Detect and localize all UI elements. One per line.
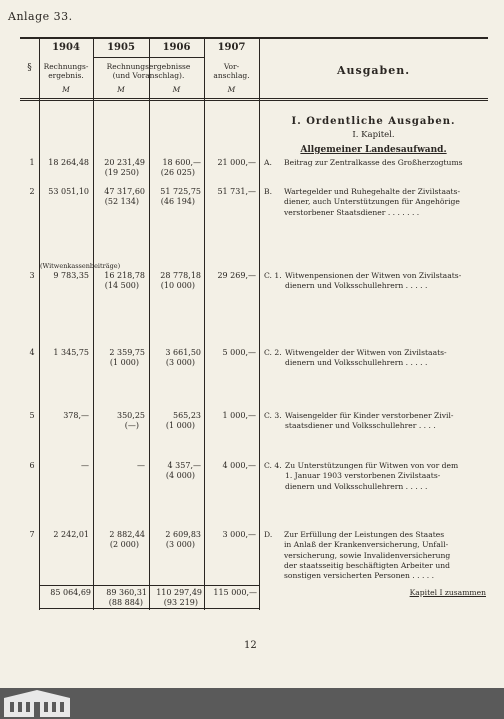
total-1906: 110 297,49 [156, 588, 202, 597]
item-description-line: dienern und Volksschullehrern . . . . . [285, 481, 428, 491]
item-description-line: in Anlaß der Krankenversicherung, Unfall- [284, 540, 449, 550]
value-1905: 20 231,49 [104, 158, 145, 167]
row-number: 1 [29, 158, 35, 167]
row-number: 2 [29, 187, 35, 196]
value-1904: — [81, 461, 89, 470]
header-1906-unit: M [172, 85, 181, 94]
item-code: C. 1. [264, 271, 282, 280]
item-description-line: 1. Januar 1903 verstorbenen Zivilstaats- [285, 471, 441, 481]
col-divider-3 [149, 38, 150, 610]
header-1905-1906-label: Rechnungsergebnisse (und Voranschlag). [106, 62, 191, 80]
value-1904: 2 242,01 [53, 530, 89, 539]
header-1905-unit: M [117, 85, 125, 94]
header-year-underline [93, 57, 204, 58]
item-description-line: Witwengelder der Witwen von Zivilstaats- [285, 348, 447, 357]
value-1905: 2 359,75 [109, 348, 145, 357]
value-1904: 378,— [63, 411, 89, 420]
item-description-line: versicherung, sowie Invalidenversicherung [284, 550, 451, 560]
value-1906-budget: (10 000) [160, 281, 195, 290]
total-1905: 89 360,31 [106, 588, 147, 597]
row-number: 3 [29, 271, 35, 280]
row-number: 5 [29, 411, 35, 420]
row-number: 6 [29, 461, 35, 470]
value-1905-budget: (1 000) [109, 358, 139, 367]
item-code: C. 2. [264, 348, 282, 357]
value-1905-budget: (2 000) [109, 540, 139, 549]
section-header: § [27, 63, 32, 73]
value-1905-budget: (19 250) [104, 168, 139, 177]
building-logo-icon [2, 688, 72, 719]
value-1906: 565,23 [173, 411, 201, 420]
total-1907: 115 000,— [213, 588, 257, 597]
item-description-line: Zu Unterstützungen für Witwen von vor dem [285, 461, 459, 470]
item-description-line: der staatsseitig beschäftigten Arbeiter und [284, 560, 450, 570]
item-description-line: verstorbener Staatsdiener . . . . . . . [284, 207, 420, 217]
value-1906: 18 600,— [162, 158, 201, 167]
item-description-line: Beitrag zur Zentralkasse des Großherzogtums [284, 158, 463, 167]
item-description-line: Wartegelder und Ruhegehalte der Zivilstaats- [284, 187, 461, 196]
item-code: C. 4. [264, 461, 282, 470]
totals-rule-top [39, 585, 259, 586]
value-1906: 4 357,— [167, 461, 201, 470]
annex-label: Anlage 33. [8, 10, 73, 23]
value-1904: 1 345,75 [53, 348, 89, 357]
value-1904: 18 264,48 [48, 158, 89, 167]
value-1906-budget: (3 000) [165, 358, 195, 367]
heading-kapitel: I. Kapitel. [352, 130, 395, 140]
item-description-line: diener, auch Unterstützungen für Angehörige [284, 197, 460, 207]
value-1904: 9 783,35 [53, 271, 89, 280]
value-1905: 47 317,60 [104, 187, 145, 196]
value-1905-budget: (—) [124, 421, 139, 430]
year-1904: 1904 [52, 42, 80, 53]
value-1907: 1 000,— [222, 411, 256, 420]
header-1907-unit: M [227, 85, 236, 94]
value-1907: 5 000,— [222, 348, 256, 357]
ausgaben-title: Ausgaben. [336, 64, 411, 77]
value-1906: 3 661,50 [165, 348, 201, 357]
item-description-line: dienern und Volksschullehrern . . . . . [285, 281, 428, 291]
item-description-line: dienern und Volksschullehrern . . . . . [285, 358, 428, 368]
value-1906-budget: (1 000) [165, 421, 195, 430]
heading-landesaufwand: Allgemeiner Landesaufwand. [300, 145, 447, 155]
value-1907: 51 731,— [217, 187, 256, 196]
value-1905: 2 882,44 [109, 530, 145, 539]
total-1904: 85 064,69 [50, 588, 91, 597]
year-1907: 1907 [217, 42, 246, 53]
table-top-rule [20, 37, 488, 39]
value-1905: 350,25 [117, 411, 145, 420]
value-1907: 3 000,— [222, 530, 256, 539]
page-number: 12 [244, 640, 257, 651]
value-1905: 16 218,78 [104, 271, 145, 280]
value-1906-budget: (3 000) [165, 540, 195, 549]
value-1905: — [137, 461, 145, 470]
item-description-line: Waisengelder für Kinder verstorbener Zivil- [285, 411, 454, 420]
item-code: B. [264, 187, 272, 196]
value-1906: 2 609,83 [165, 530, 201, 539]
year-1906: 1906 [162, 42, 191, 53]
value-1905-budget: (14 500) [104, 281, 139, 290]
header-1904-unit: M [62, 85, 70, 94]
header-bottom-rule [20, 98, 488, 99]
value-1906: 51 725,75 [160, 187, 201, 196]
row-number: 7 [29, 530, 35, 539]
value-1906-budget: (4 000) [165, 471, 195, 480]
total-1905-budget: (88 884) [108, 598, 143, 607]
value-1907: 4 000,— [222, 461, 256, 470]
col-divider-1 [39, 38, 40, 610]
value-1907: 29 269,— [217, 271, 256, 280]
row-number: 4 [29, 348, 35, 357]
totals-label: Kapitel I zusammen [409, 588, 486, 597]
value-1905-budget: (52 134) [104, 197, 139, 206]
totals-rule-bottom [39, 608, 259, 609]
scan-footer-band [0, 688, 504, 719]
item-description-line: staatsdiener und Volksschullehrer . . . . [285, 421, 436, 431]
item-description-line: Zur Erfüllung der Leistungen des Staates [284, 530, 445, 539]
item-description-line: sonstigen versicherten Personen . . . . . [284, 571, 435, 581]
value-1906: 28 778,18 [160, 271, 201, 280]
year-1905: 1905 [107, 42, 135, 53]
value-1906-budget: (46 194) [160, 197, 195, 206]
col-divider-2 [93, 38, 94, 610]
value-1904: 53 051,10 [48, 187, 89, 196]
col-divider-4 [204, 38, 205, 610]
header-1904-label: Rechnungs- ergebnis. [43, 62, 89, 80]
heading-ordentliche: I. Ordentliche Ausgaben. [291, 116, 456, 127]
item-code: C. 3. [264, 411, 282, 420]
row-prefix-note: (Witwenkassenbeiträge) [40, 262, 121, 270]
header-1907-label: Vor- anschlag. [213, 62, 250, 80]
total-1906-budget: (93 219) [163, 598, 198, 607]
value-1907: 21 000,— [217, 158, 256, 167]
header-bottom-rule-2 [20, 100, 488, 101]
item-description-line: Witwenpensionen der Witwen von Zivilstaats- [285, 271, 462, 280]
value-1906-budget: (26 025) [160, 168, 195, 177]
item-code: D. [264, 530, 273, 539]
item-code: A. [264, 158, 272, 167]
